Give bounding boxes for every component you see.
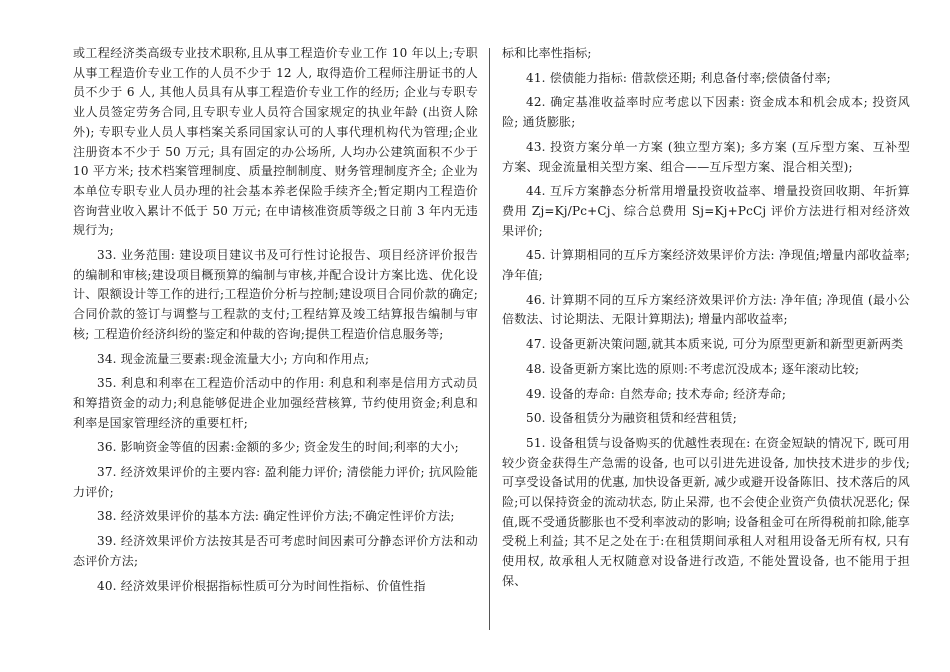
paragraph-continuation: 或工程经济类高级专业技术职称,且从事工程造价专业工作 10 年以上;专职从事工程造价专业工作的人员不少于 12 人, 取得造价工程师注册证书的人员不少于 6 人, 其他人员具有从事工程造价专业工作的经历; 企业与专职专业人员签定劳务合同,且专职专业人员符合国家规定的执业年龄 (出资人除外); 专职专业人员人事档案关系同国家认可的人事代理机构代为管理;企业注册资本不少于 50 万元; 具有固定的办公场所, 人均办公建筑面积不少于 10 平方米; 技术档案管理制度、质量控制制度、财务管理制度齐全; 企业为本单位专职专业人员办理的社会基本养老保险手续齐全;暂定期内工程造价咨询营业收入累计不低于 50 万元; 在申请核准资质等级之日前 3 年内无违规行为; <box>73 46 478 238</box>
paragraph-item-51: 51. 设备租赁与设备购买的优越性表现在: 在资金短缺的情况下, 既可用较少资金获得生产急需的设备, 也可以引进先进设备, 加快技术进步的步伐; 可享受设备试用的优惠, 加快设备更新, 减少或避开设备陈旧、技术落后的风险;可以保持资金的流动状态, 防止呆滞, 也不会使企业资产负债状况恶化; 保值,既不受通货膨胀也不受利率波动的影响; 设备租金可在所得税前扣除,能享受税上利益; 其不足之处在于:在租赁期间承租人对租用设备无所有权, 只有使用权, 故承租人无权随意对设备进行改造, 不能处置设备, 也不能用于担保、 <box>502 435 910 588</box>
paragraph-continuation: 标和比率性指标; <box>502 46 592 60</box>
paragraph-item-35: 35. 利息和利率在工程造价活动中的作用: 利息和利率是信用方式动员和筹措资金的动力;利息能够促进企业加强经营核算, 节约使用资金;利息和利率是国家管理经济的重要杠杆; <box>73 376 478 430</box>
paragraph-item-47: 47. 设备更新决策问题,就其本质来说, 可分为原型更新和新型更新两类 <box>526 337 904 352</box>
paragraph-item-37: 37. 经济效果评价的主要内容: 盈利能力评价; 清偿能力评价; 抗风险能力评价; <box>73 465 478 499</box>
paragraph-item-36: 36. 影响资金等值的因素:金额的多少; 资金发生的时间;利率的大小; <box>97 440 459 455</box>
paragraph-item-34: 34. 现金流量三要素:现金流量大小; 方向和作用点; <box>97 351 370 366</box>
paragraph-item-50: 50. 设备租赁分为融资租赁和经营租赁; <box>526 411 737 426</box>
paragraph-item-43: 43. 投资方案分单一方案 (独立型方案); 多方案 (互斥型方案、互补型方案、现金流量相关型方案、组合——互斥型方案、混合相关型); <box>502 139 910 174</box>
paragraph-item-48: 48. 设备更新方案比选的原则:不考虑沉没成本; 逐年滚动比较; <box>526 361 860 376</box>
paragraph-item-49: 49. 设备的寿命: 自然寿命; 技术寿命; 经济寿命; <box>526 386 787 401</box>
paragraph-item-44: 44. 互斥方案静态分析常用增量投资收益率、增量投资回收期、年折算费用 Zj=Kj/Pc+Cj、综合总费用 Sj=Kj+PcCj 评价方法进行相对经济效果评价; <box>502 184 910 238</box>
paragraph-item-41: 41. 偿债能力指标: 借款偿还期; 利息备付率;偿债备付率; <box>526 70 831 85</box>
paragraph-item-38: 38. 经济效果评价的基本方法: 确定性评价方法;不确定性评价方法; <box>97 509 455 524</box>
right-column <box>502 44 910 672</box>
paragraph-item-39: 39. 经济效果评价方法按其是否可考虑时间因素可分静态评价方法和动态评价方法; <box>73 534 478 568</box>
paragraph-item-45: 45. 计算期相同的互斥方案经济效果评价方法: 净现值;增量内部收益率; 净年值; <box>502 248 910 283</box>
column-divider <box>489 48 490 630</box>
paragraph-item-46: 46. 计算期不同的互斥方案经济效果评价方法: 净年值; 净现值 (最小公倍数法、讨论期法、无限计算期法); 增量内部收益率; <box>502 292 910 327</box>
paragraph-item-33: 33. 业务范围: 建设项目建议书及可行性讨论报告、项目经济评价报告的编制和审核;建设项目概预算的编制与审核,并配合设计方案比选、优化设计、限额设计等工作的进行;工程造价分析与控制;建设项目合同价款的确定;合同价款的签订与调整与工程款的支付;工程结算及竣工结算报告编制与审核; 工程造价经济纠纷的鉴定和仲裁的咨询;提供工程造价信息服务等; <box>73 248 478 341</box>
left-column <box>73 44 478 672</box>
paragraph-item-40: 40. 经济效果评价根据指标性质可分为时间性指标、价值性指 <box>97 578 426 593</box>
paragraph-item-42: 42. 确定基准收益率时应考虑以下因素: 资金成本和机会成本; 投资风险; 通货膨胀; <box>502 95 910 130</box>
